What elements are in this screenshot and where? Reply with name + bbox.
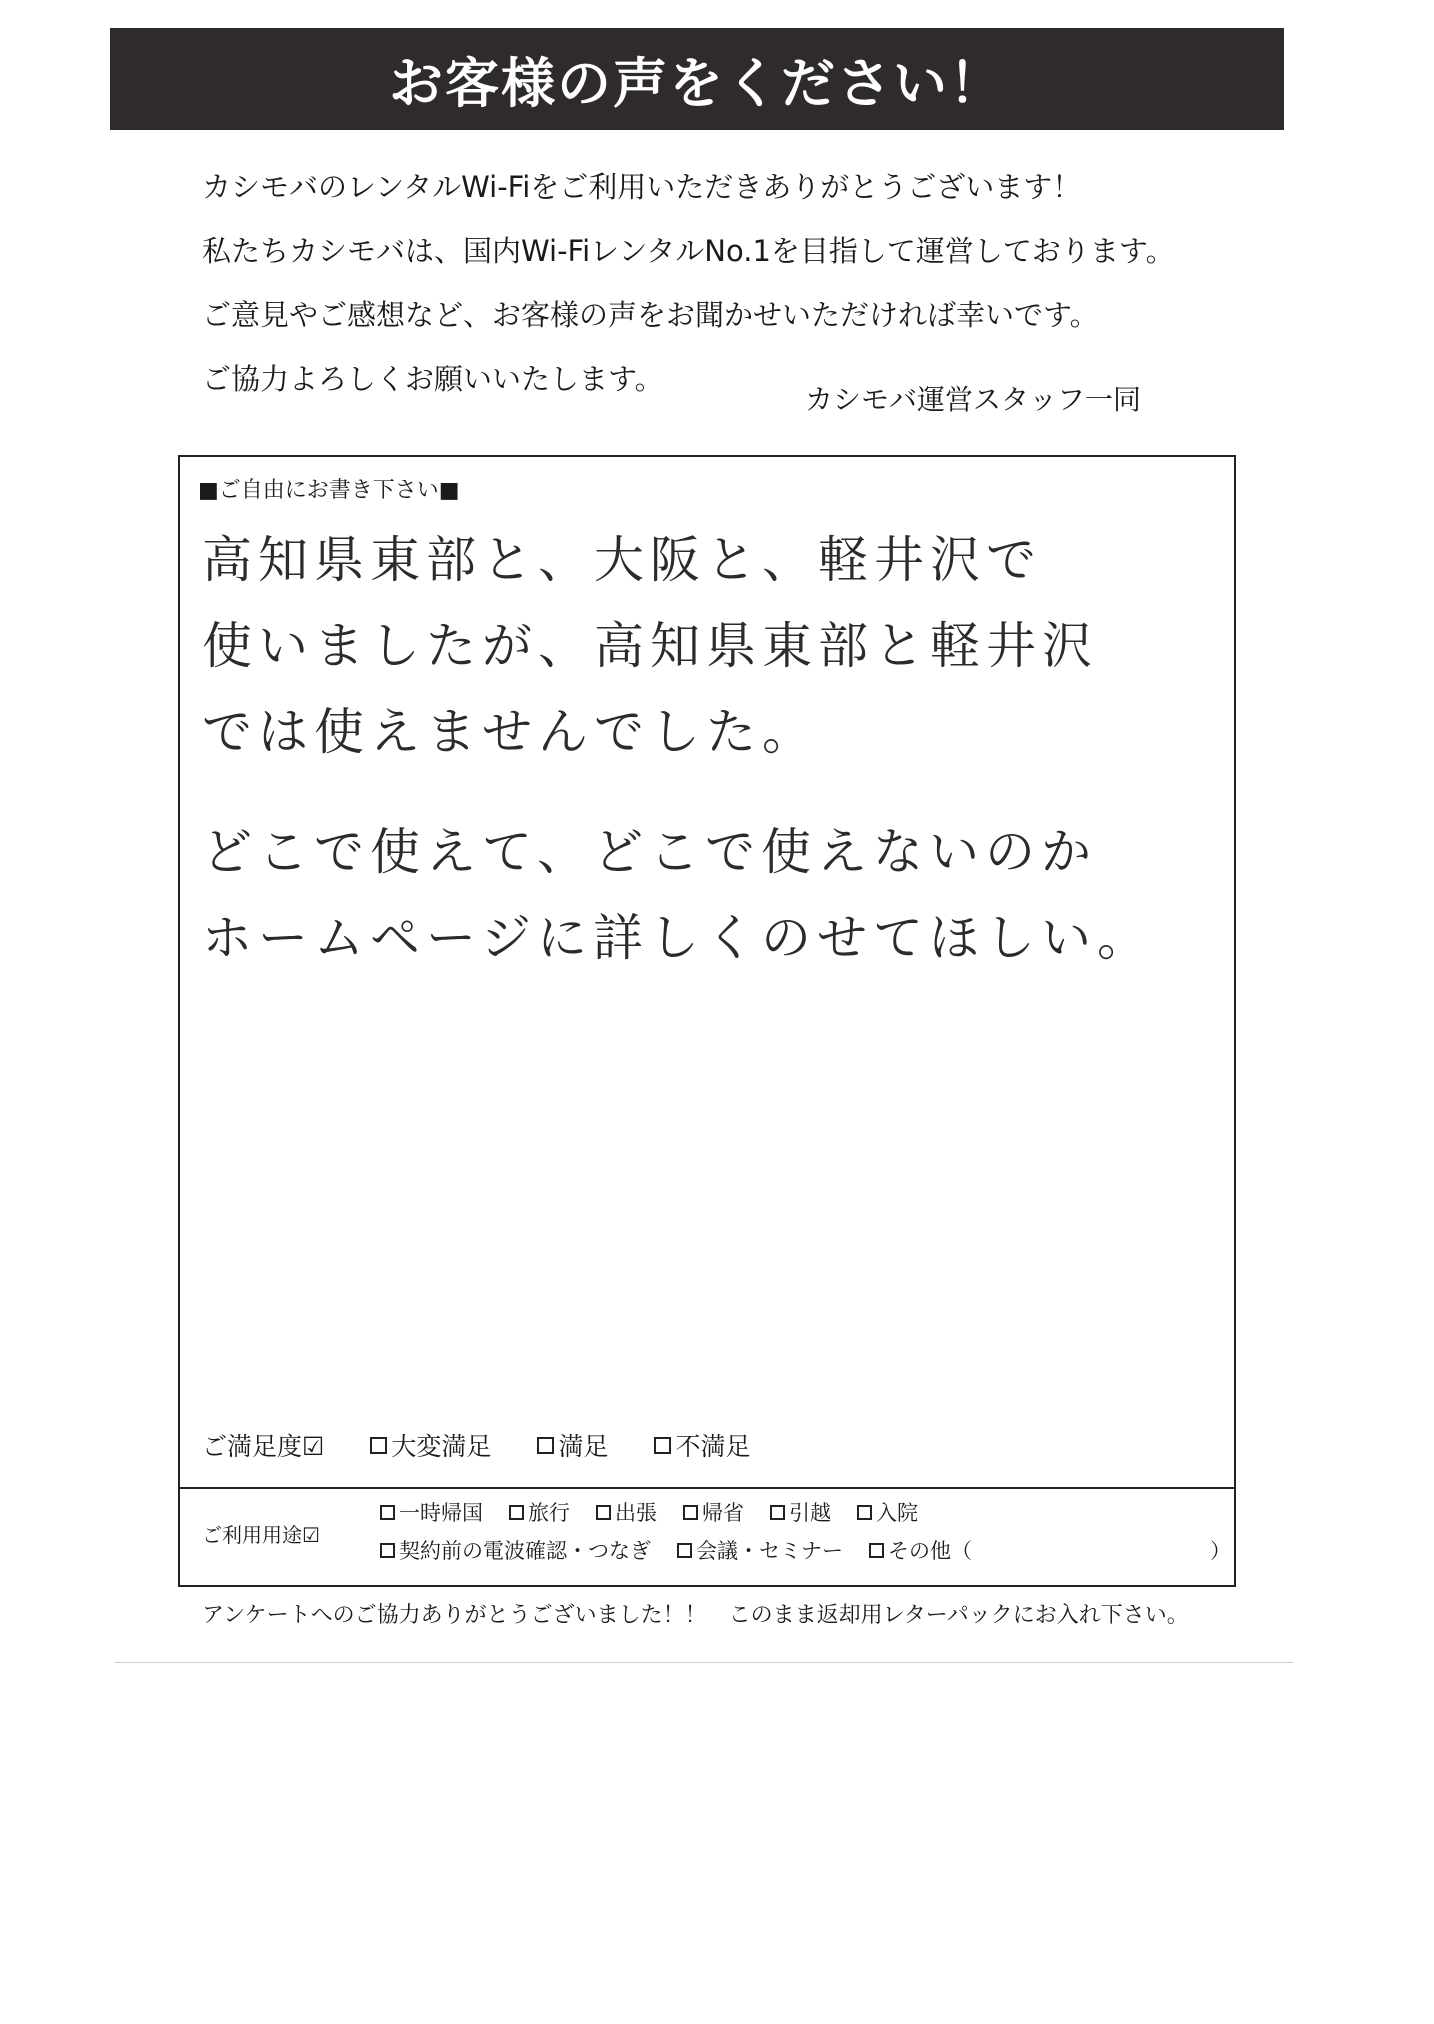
checkbox[interactable] xyxy=(509,1505,524,1520)
footer-note: アンケートへのご協力ありがとうございました！！ このまま返却用レターパックにお入れ下さい。 xyxy=(202,1603,1189,1628)
page-title: お客様の声をください！ xyxy=(389,51,1005,115)
usage-label: ご利用用途☑ xyxy=(202,1523,320,1547)
option-label: その他（ xyxy=(888,1539,972,1563)
satisfaction-option-very-satisfied[interactable] xyxy=(370,1427,491,1463)
option-label: 旅行 xyxy=(528,1501,570,1525)
handwritten-comment xyxy=(202,517,1212,981)
option-label: 契約前の電波確認・つなぎ xyxy=(399,1539,651,1563)
option-label: 一時帰国 xyxy=(399,1501,483,1525)
satisfaction-option-unsatisfied[interactable] xyxy=(654,1427,750,1463)
intro-line: 私たちカシモバは、国内Wi-FiレンタルNo.1を目指して運営しております。 xyxy=(202,234,1175,268)
checkbox[interactable] xyxy=(370,1437,387,1454)
checkbox[interactable] xyxy=(869,1543,884,1558)
checkbox[interactable] xyxy=(857,1505,872,1520)
option-label: 大変満足 xyxy=(391,1432,492,1461)
usage-option-temporary-return[interactable] xyxy=(380,1497,483,1527)
free-comment-label: ■ご自由にお書き下さい■ xyxy=(198,478,460,503)
usage-option-meeting[interactable] xyxy=(677,1535,843,1565)
option-label: 帰省 xyxy=(702,1501,744,1525)
option-label: 不満足 xyxy=(675,1432,751,1461)
checkbox[interactable] xyxy=(380,1505,395,1520)
usage-option-hospital[interactable] xyxy=(857,1497,918,1527)
checkbox[interactable] xyxy=(596,1505,611,1520)
other-close-paren: ） xyxy=(1210,1539,1231,1563)
handwritten-line: 使いましたが、高知県東部と軽井沢 xyxy=(202,617,1098,675)
checkbox[interactable] xyxy=(537,1437,554,1454)
page-divider xyxy=(115,1662,1293,1663)
usage-options-row xyxy=(380,1535,998,1565)
usage-option-other[interactable] xyxy=(869,1535,972,1565)
signature: カシモバ運営スタッフ一同 xyxy=(805,383,1142,416)
section-divider xyxy=(180,1487,1234,1489)
intro-line: ご協力よろしくお願いいたします。 xyxy=(202,362,664,396)
checkbox[interactable] xyxy=(683,1505,698,1520)
option-label: 会議・セミナー xyxy=(696,1539,843,1563)
option-label: 引越 xyxy=(789,1501,831,1525)
survey-form xyxy=(178,455,1236,1587)
satisfaction-option-satisfied[interactable] xyxy=(537,1427,608,1463)
checkbox[interactable] xyxy=(380,1543,395,1558)
intro-text xyxy=(202,155,1252,411)
handwritten-line: 高知県東部と、大阪と、軽井沢で xyxy=(202,531,1042,589)
usage-option-travel[interactable] xyxy=(509,1497,570,1527)
option-label: 満足 xyxy=(558,1432,609,1461)
handwritten-line: どこで使えて、どこで使えないのか xyxy=(202,823,1097,881)
handwritten-line: では使えませんでした。 xyxy=(202,703,818,761)
checkbox[interactable] xyxy=(654,1437,671,1454)
usage-option-signal-check[interactable] xyxy=(380,1535,651,1565)
satisfaction-label: ご満足度☑ xyxy=(202,1432,325,1461)
checkbox[interactable] xyxy=(770,1505,785,1520)
usage-option-homecoming[interactable] xyxy=(683,1497,744,1527)
checkbox[interactable] xyxy=(677,1543,692,1558)
usage-option-business-trip[interactable] xyxy=(596,1497,657,1527)
intro-line: ご意見やご感想など、お客様の声をお聞かせいただければ幸いです。 xyxy=(202,298,1099,332)
intro-line: カシモバのレンタルWi-Fiをご利用いただきありがとうございます！ xyxy=(202,170,1082,204)
option-label: 入院 xyxy=(876,1501,918,1525)
usage-option-moving[interactable] xyxy=(770,1497,831,1527)
title-banner xyxy=(110,28,1284,130)
option-label: 出張 xyxy=(615,1501,657,1525)
satisfaction-row xyxy=(202,1425,796,1465)
usage-options-row xyxy=(380,1497,944,1527)
handwritten-line: ホームページに詳しくのせてほしい。 xyxy=(202,909,1153,967)
